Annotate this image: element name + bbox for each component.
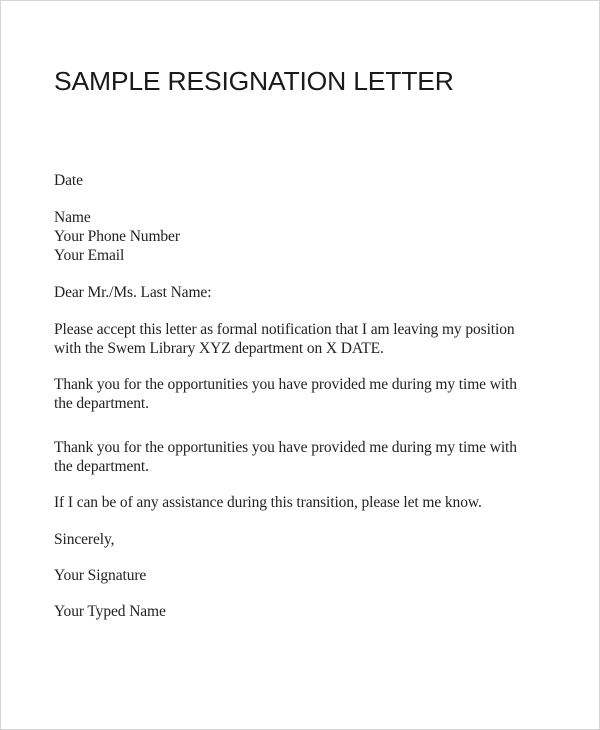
- date-line: Date: [54, 172, 83, 189]
- sender-name: Name: [54, 209, 91, 226]
- closing: Sincerely,: [54, 531, 115, 548]
- paragraph-2-line-2: the department.: [54, 395, 149, 412]
- paragraph-3-line-1: Thank you for the opportunities you have provided me during my time with: [54, 439, 517, 456]
- paragraph-1-line-2: with the Swem Library XYZ department on X DATE.: [54, 340, 384, 357]
- document-title: SAMPLE RESIGNATION LETTER: [54, 66, 454, 96]
- salutation: Dear Mr./Ms. Last Name:: [54, 284, 212, 301]
- paragraph-4-line-1: If I can be of any assistance during this transition, please let me know.: [54, 494, 482, 511]
- sender-phone: Your Phone Number: [54, 228, 180, 245]
- paragraph-2-line-1: Thank you for the opportunities you have provided me during my time with: [54, 376, 517, 393]
- paragraph-3-line-2: the department.: [54, 458, 149, 475]
- signature-line: Your Signature: [54, 567, 147, 584]
- paragraph-1-line-1: Please accept this letter as formal notification that I am leaving my position: [54, 321, 515, 338]
- typed-name-line: Your Typed Name: [54, 603, 166, 620]
- sender-email: Your Email: [54, 247, 125, 264]
